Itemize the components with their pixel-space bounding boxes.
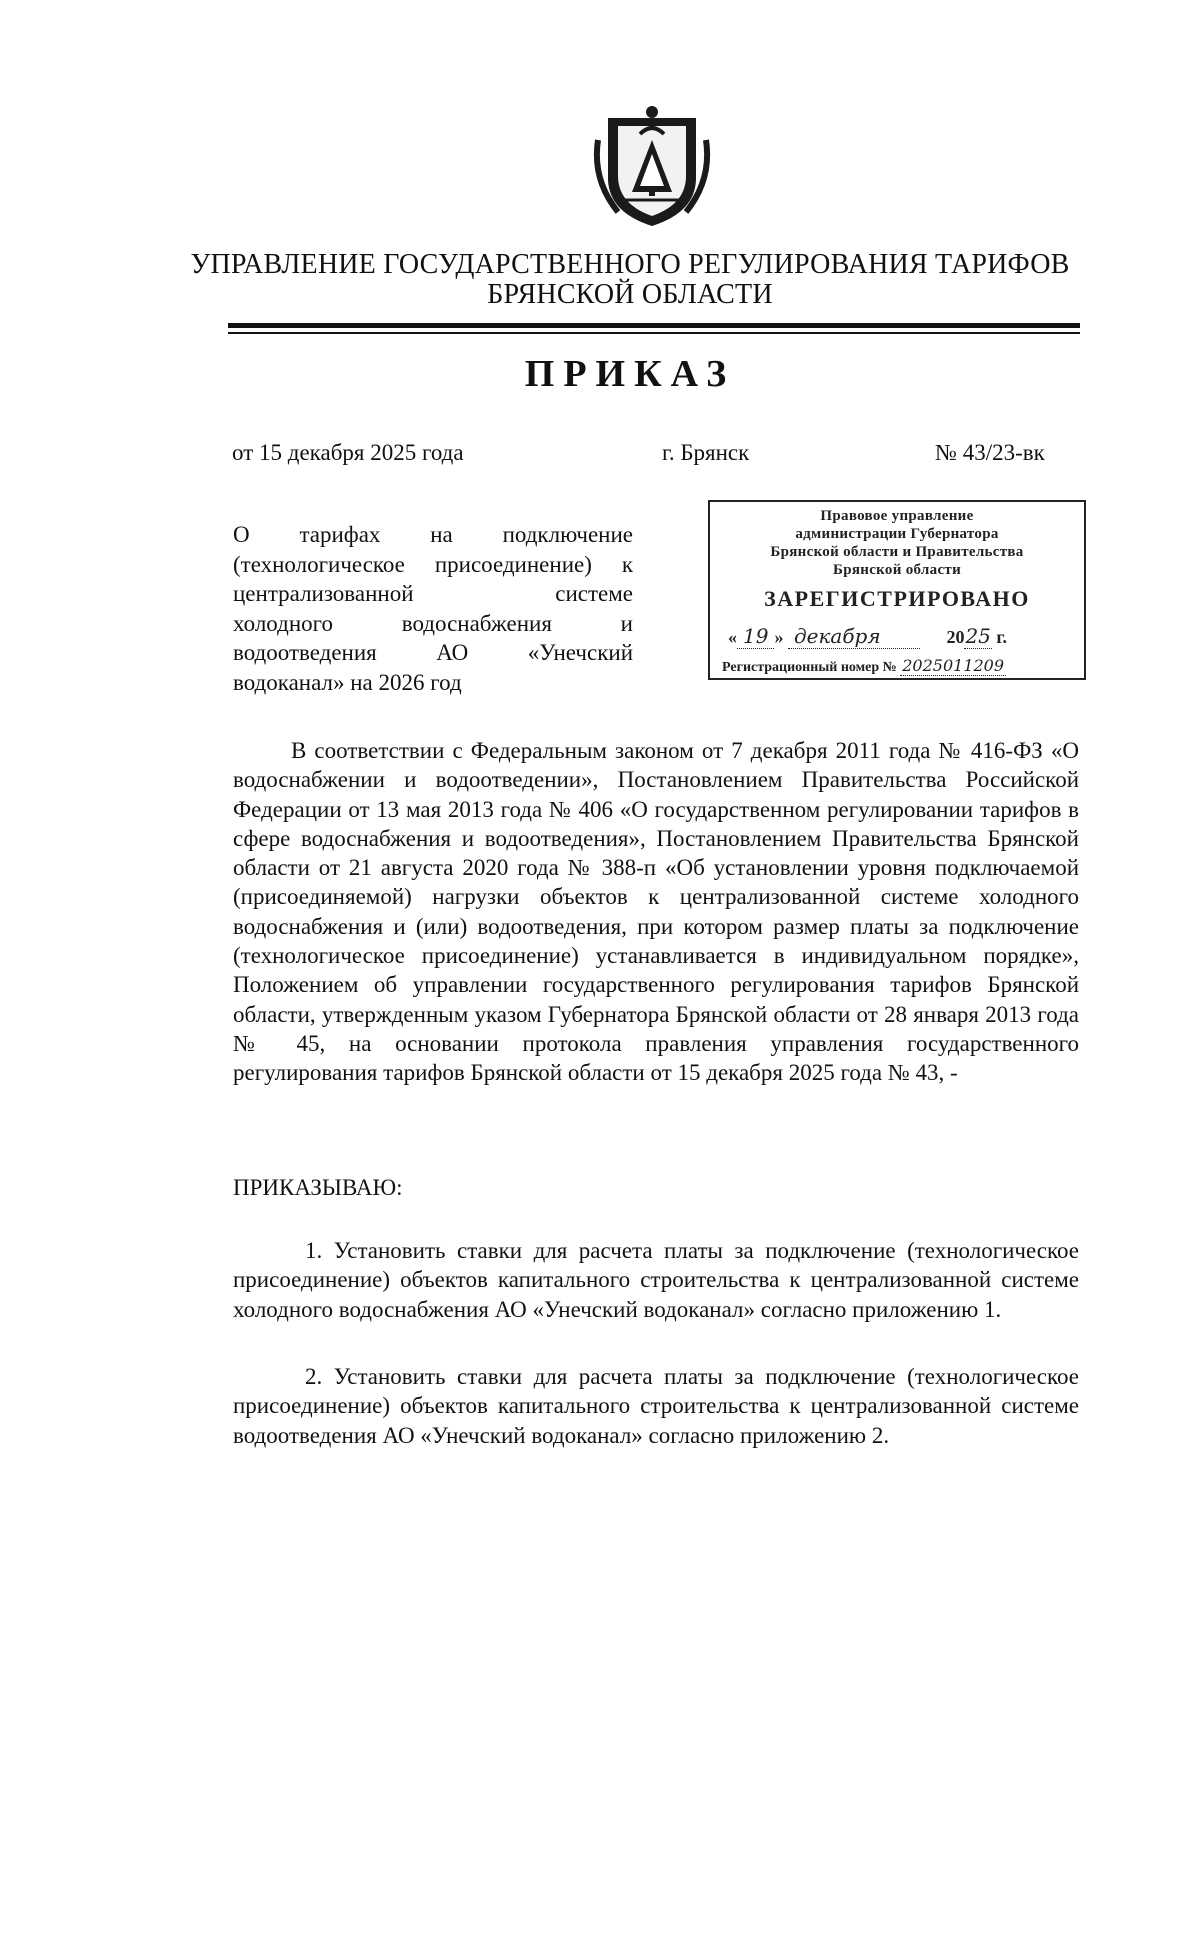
- subject-line: (технологическое присоединение) к: [233, 551, 633, 577]
- registration-stamp: [708, 500, 1086, 680]
- coat-of-arms-icon: [588, 100, 716, 230]
- stamp-line: Правовое управление: [820, 508, 974, 524]
- subject-line: холодного водоснабжения и: [233, 610, 633, 636]
- document-city: г. Брянск: [662, 440, 750, 465]
- subject-line: водоканал» на 2026 год: [233, 669, 462, 695]
- stamp-reg-number: [722, 656, 1082, 676]
- stamp-day: 19: [737, 624, 774, 649]
- agency-name-line1: УПРАВЛЕНИЕ ГОСУДАРСТВЕННОГО РЕГУЛИРОВАНИЯ ТАРИФОВ: [190, 249, 1070, 280]
- order-item-2: 2. Установить ставки для расчета платы за подключение (технологическое присоединение) объектов капитального строительства к централизованной системе водоотведения АО «Унечский водоканал» согласно приложению 2.: [233, 1364, 1079, 1448]
- stamp-year-suffix: 25: [965, 624, 991, 648]
- stamp-month: декабря: [788, 624, 920, 649]
- stamp-line: Брянской области и Правительства: [770, 544, 1024, 560]
- stamp-reg-label: Регистрационный номер №: [722, 660, 897, 675]
- stamp-line: администрации Губернатора: [795, 526, 999, 542]
- document-date: от 15 декабря 2025 года: [232, 440, 464, 465]
- document-title: ПРИКАЗ: [524, 353, 736, 395]
- stamp-registered: ЗАРЕГИСТРИРОВАНО: [764, 586, 1030, 611]
- stamp-year-prefix: 20: [946, 627, 965, 647]
- stamp-year-unit: г.: [996, 627, 1008, 647]
- subject-line: водоотведения АО «Унечский: [233, 640, 633, 665]
- order-heading: ПРИКАЗЫВАЮ:: [233, 1175, 403, 1200]
- stamp-line: Брянской области: [832, 562, 962, 578]
- preamble-paragraph: В соответствии с Федеральным законом от 7 декабря 2011 года № 416-ФЗ «О водоснабжении и водоотведении», Постановлением Правительства Российской Федерации от 13 мая 2013 года № 406 «О государственном регулировании тарифов в сфере водоснабжения и водоотведения», Постановлением Правительства Брянской области от 21 августа 2020 года № 388-п «Об установлении уровня подключаемой (присоединяемой) нагрузки объектов к централизованной системе холодного водоснабжения и (или) водоотведения, при котором размер платы за подключение (технологическое присоединение) устанавливается в индивидуальном порядке», Положением об управлении государственного регулирования тарифов Брянской области, утвержденным указом Губернатора Брянской области от 28 января 2013 года № 45, на основании протокола правления управления государственного регулирования тарифов Брянской области от 15 декабря 2025 года № 43, -: [233, 738, 1079, 1086]
- document-number: № 43/23-вк: [935, 440, 1045, 465]
- header-divider-thin: [228, 332, 1080, 334]
- agency-name-line2: БРЯНСКОЙ ОБЛАСТИ: [487, 279, 773, 310]
- stamp-date: « 19 » декабря 2025 г.: [728, 624, 1008, 648]
- header-divider-thick: [228, 323, 1080, 328]
- subject-line: О тарифах на подключение: [233, 522, 633, 547]
- document-subject: [233, 520, 633, 697]
- order-item-1: 1. Установить ставки для расчета платы за подключение (технологическое присоединение) объектов капитального строительства к централизованной системе холодного водоснабжения АО «Унечский водоканал» согласно приложению 1.: [233, 1238, 1079, 1322]
- subject-line: централизованной системе: [233, 581, 633, 606]
- stamp-reg-value: 2025011209: [902, 656, 1005, 675]
